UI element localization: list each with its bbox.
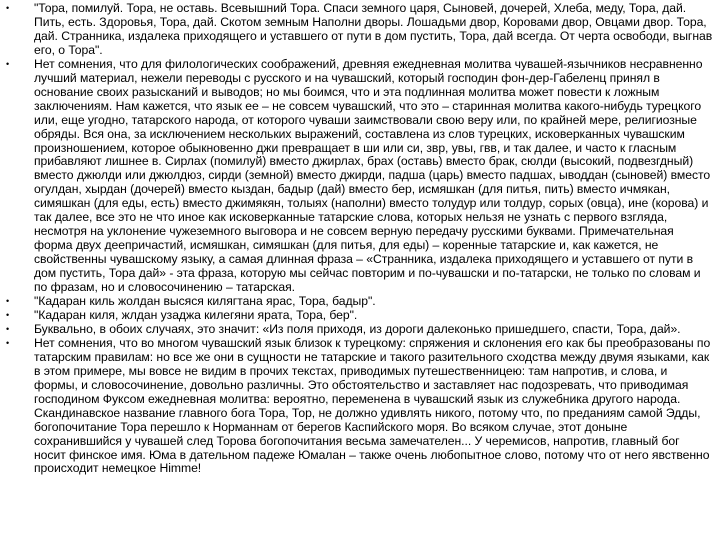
list-item — [6, 295, 714, 309]
list-item — [6, 58, 714, 295]
bullet-list — [6, 2, 714, 476]
bullet-icon: • — [6, 323, 10, 334]
paragraph-text: Нет сомнения, что во многом чувашский язык близок к турецкому: спряжения и склонения его как бы преобразованы по татарским правилам: но все же они в сущности не татарские и такого разительного сходства между двумя языками, как в этом примере, мы вовсе не видим в прочих текстах, приводимых путешественницею: там напротив, и слова, и формы, и словосочинение, довольно различны. Это обстоятельство и заставляет нас подозревать, что приводимая господином Фуксом ежедневная молитва: вероятно, переменена в чувашский язык из служебника другого народа. Скандинавское название главного бога Тора, Тор, не должно удивлять никого, потому что, по преданиям самой Эдды, богопочитание Тора перешло к Норманнам от берегов Каспийского моря. Во всяком случае, этот доныне сохранившийся у чувашей след Торова богопочитания весьма замечателен... У черемисов, напротив, главный бог носит финское имя. Юма в дательном падеже Юмалан – также очень любопытное слово, потому что от него явственно происходит немецкое Himme! — [34, 335, 711, 476]
bullet-icon: • — [6, 309, 10, 320]
list-item — [6, 309, 714, 323]
paragraph-text: "Тора, помилуй. Тора, не оставь. Всевышний Тора. Спаси земного царя, Сыновей, дочерей, Хлеба, меду, Тора, дай. Пить, есть. Здоровья, Тора, дай. Скотом земным Наполни дворы. Лошадьми двор, Коровами двор, Овцами двор. Тора, дай. Странника, издалека приходящего и уставшего от пути в дом пустить, Тора, дай всегда. От черта освободи, выгнав его, о Тора". — [34, 1, 713, 57]
bullet-icon: • — [6, 3, 10, 13]
bullet-icon: • — [6, 337, 10, 348]
paragraph-text: "Кадаран киль жолдан высяся килягтана ярас, Тора, бадыр". — [34, 294, 376, 309]
paragraph-text: Буквально, в обоих случаях, это значит: «Из поля приходя, из дороги далеконько пришедшего, спасти, Тора, дай». — [34, 321, 681, 336]
list-item — [6, 2, 714, 58]
paragraph-text: "Кадаран киля, жлдан узаджа килегяни ярата, Тора, бер". — [34, 307, 358, 322]
list-item — [6, 337, 714, 477]
paragraph-text: Нет сомнения, что для филологических соображений, древняя ежедневная молитва чувашей-язычников несравненно лучший материал, нежели переводы с русского и на чувашский, который господин фон-дер-Габеленц принял в основание своих разысканий и выводов; но мы боимся, что и эта подлинная молитва может повести к ложным заключениям. Нам кажется, что язык ее – не совсем чувашский, что это – старинная молитва какого-нибудь турецкого или, еще угодно, татарского народа, от которого чуваши заимствовали свою веру или, по крайней мере, религиозные обряды. Вся она, за исключением нескольких выражений, составлена из слов турецких, исковерканных чувашским произношением, которое обыкновенно джи превращает в ши или си, звр, увы, гвв, и так далее, и часто к гласным прибавляют лишнее в. Сирлах (помилуй) вместо джирлах, брах (оставь) вместо брак, сюлди (высокий, подвезгдный) вместо джюлди или джюлдюз, сирди (земной) вместо джирди, падша (царь) вместо падшах, ыводдан (сыновей) вместо огулдан, хырдан (дочерей) вместо кыздан, бадыр (дай) вместо бер, исмяшкан (для питья, пить) вместо ичмякан, симяшкан (для еды, есть) вместо джимякян, толыях (наполни) вместо толудур или толдур, сорых (овца), ине (корова) и так далее, все это не что иное как исковерканные татарские слова, которых нельзя не узнать с первого взгляда, несмотря на уклонение чужеземного выговора и не совсем верную передачу русскими буквами. Примечательная форма двух деепричастий, исмяшкан, симяшкан (для питья, для еды) – коренные татарские и, как кажется, не свойственны чувашскому языку, а самая длинная фраза – «Странника, издалека приходящего и уставшего от пути в дом пустить, Тора дай» - эта фраза, которую мы сейчас повторим и по-чувашски и по-татарски, не только по словам и по фразам, но и словосочинению – татарская. — [34, 56, 711, 295]
bullet-icon: • — [6, 296, 10, 307]
bullet-icon: • — [6, 58, 10, 69]
list-item — [6, 323, 714, 337]
